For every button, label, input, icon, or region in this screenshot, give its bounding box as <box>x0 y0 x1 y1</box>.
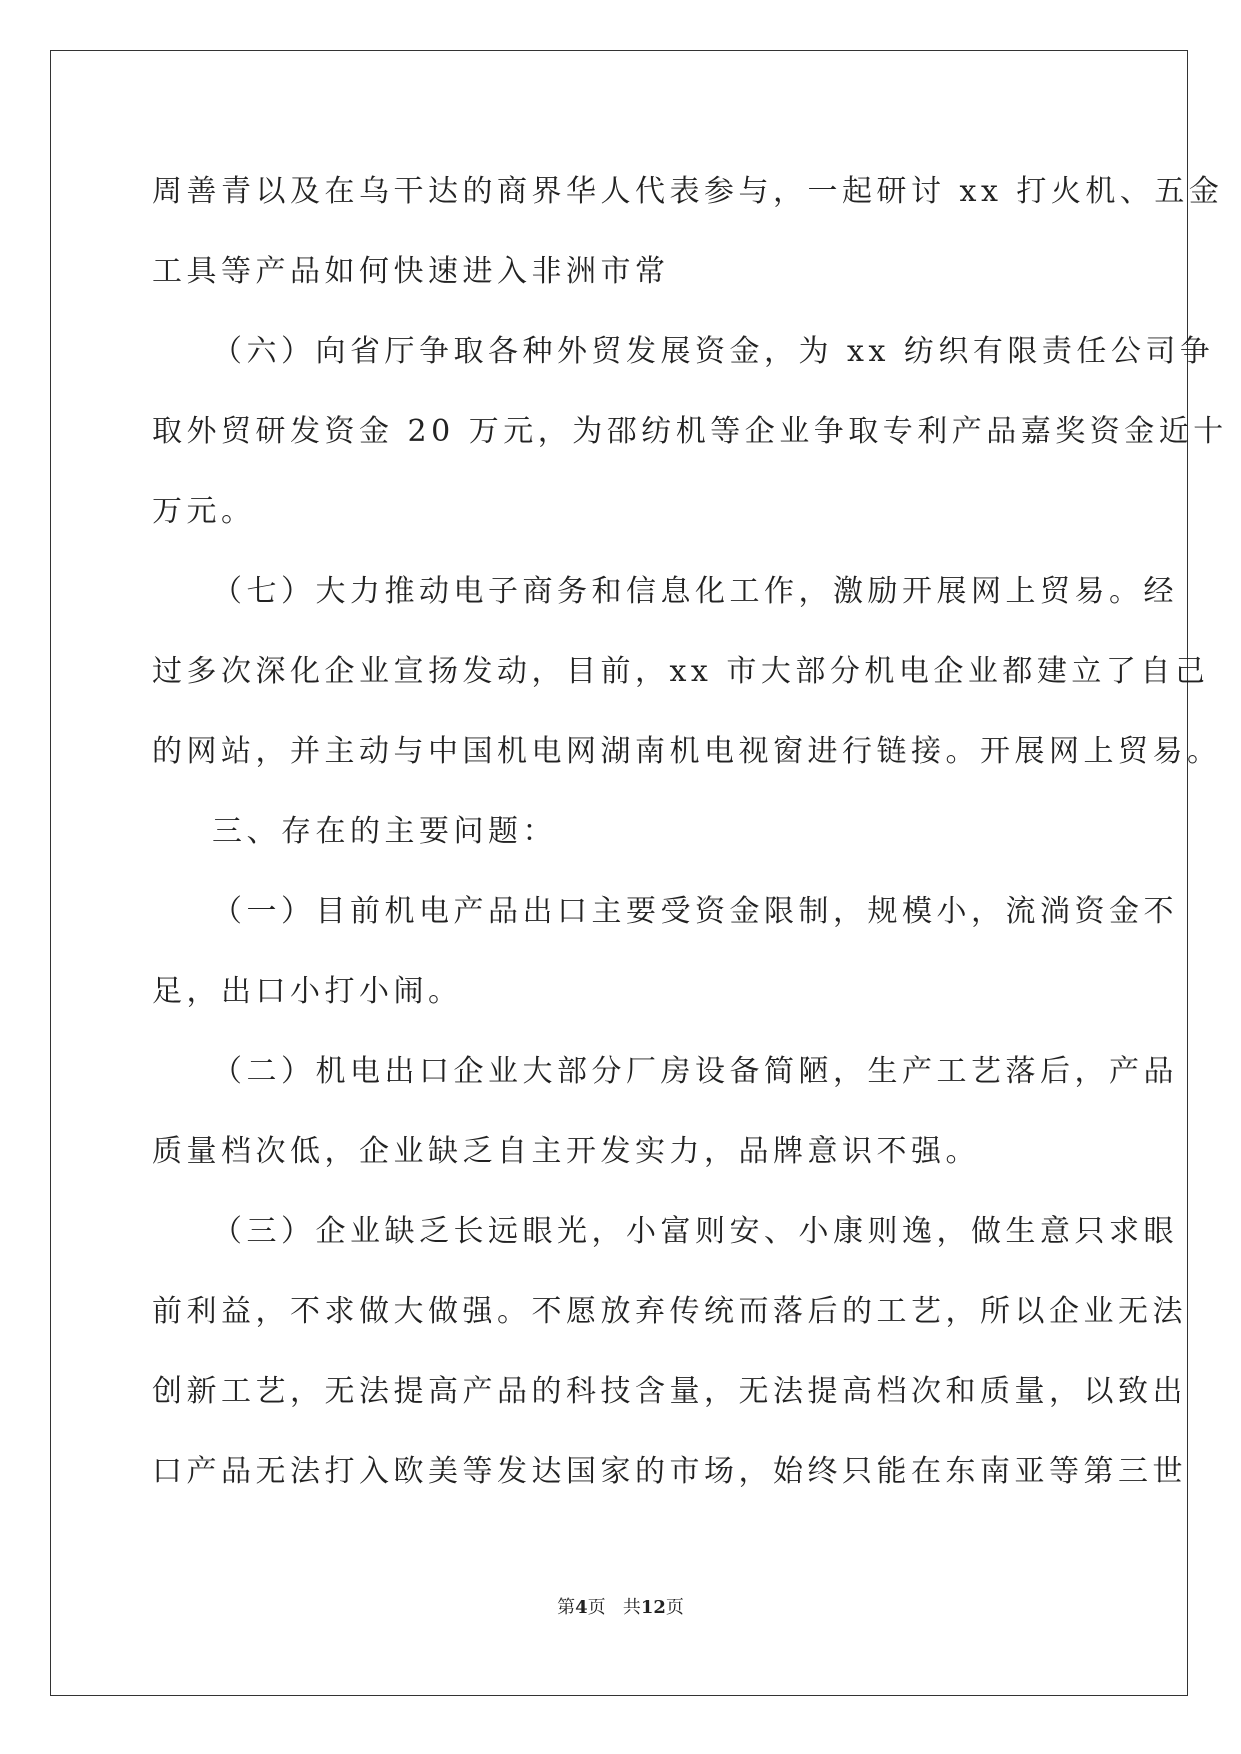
text-line: （二）机电出口企业大部分厂房设备简陋，生产工艺落后，产品 <box>212 1054 1178 1089</box>
text-line: 取外贸研发资金 20 万元，为邵纺机等企业争取专利产品嘉奖资金近十 <box>152 414 1228 449</box>
text-line: （三）企业缺乏长远眼光，小富则安、小康则逸，做生意只求眼 <box>212 1214 1178 1249</box>
text-line: （六）向省厅争取各种外贸发展资金，为 xx 纺织有限责任公司争 <box>212 334 1215 369</box>
page-suffix: 页 <box>587 1597 606 1618</box>
text-line: 口产品无法打入欧美等发达国家的市场，始终只能在东南亚等第三世 <box>152 1454 1187 1489</box>
page-border <box>50 50 1188 1696</box>
text-line: 周善青以及在乌干达的商界华人代表参与，一起研讨 xx 打火机、五金 <box>152 174 1224 209</box>
page-number: 4 <box>575 1597 588 1618</box>
text-line: 创新工艺，无法提高产品的科技含量，无法提高档次和质量，以致出 <box>152 1374 1187 1409</box>
section-heading: 三、存在的主要问题： <box>212 814 557 849</box>
total-prefix: 共 <box>622 1597 641 1618</box>
text-line: 工具等产品如何快速进入非洲市常 <box>152 254 670 289</box>
text-line: 万元。 <box>152 494 256 529</box>
text-line: 质量档次低，企业缺乏自主开发实力，品牌意识不强。 <box>152 1134 980 1169</box>
text-line: 足，出口小打小闹。 <box>152 974 463 1009</box>
page-footer <box>0 1596 1241 1620</box>
text-line: （一）目前机电产品出口主要受资金限制，规模小，流淌资金不 <box>212 894 1178 929</box>
text-line: （七）大力推动电子商务和信息化工作，激励开展网上贸易。经 <box>212 574 1178 609</box>
text-line: 过多次深化企业宣扬发动，目前，xx 市大部分机电企业都建立了自己 <box>152 654 1210 689</box>
page-prefix: 第 <box>557 1597 576 1618</box>
text-line: 前利益，不求做大做强。不愿放弃传统而落后的工艺，所以企业无法 <box>152 1294 1187 1329</box>
total-pages: 12 <box>640 1597 666 1618</box>
text-line: 的网站，并主动与中国机电网湖南机电视窗进行链接。开展网上贸易。 <box>152 734 1222 769</box>
total-suffix: 页 <box>665 1597 684 1618</box>
